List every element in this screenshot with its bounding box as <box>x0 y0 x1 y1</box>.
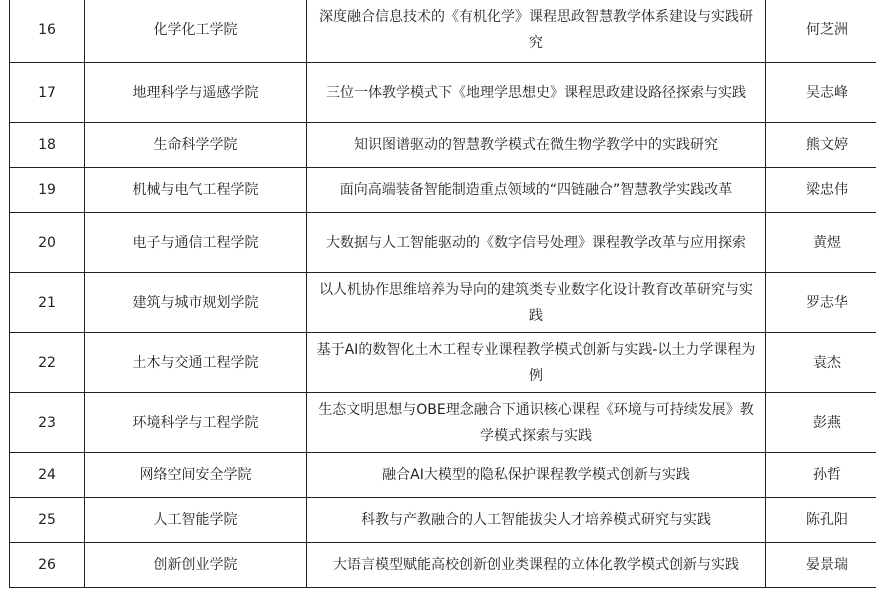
project-title-cell: 以人机协作思维培养为导向的建筑类专业数字化设计教育改革研究与实践 <box>307 273 766 333</box>
college-cell: 环境科学与工程学院 <box>85 393 307 453</box>
leader-cell: 熊文婷 <box>766 123 876 168</box>
row-number: 26 <box>10 543 85 588</box>
college-cell: 建筑与城市规划学院 <box>85 273 307 333</box>
college-cell: 化学化工学院 <box>85 0 307 63</box>
row-number: 25 <box>10 498 85 543</box>
project-title-cell: 大语言模型赋能高校创新创业类课程的立体化教学模式创新与实践 <box>307 543 766 588</box>
table-row <box>10 213 876 273</box>
row-number: 18 <box>10 123 85 168</box>
college-cell: 网络空间安全学院 <box>85 453 307 498</box>
college-cell: 机械与电气工程学院 <box>85 168 307 213</box>
row-number: 22 <box>10 333 85 393</box>
leader-cell: 何芝洲 <box>766 0 876 63</box>
project-title-cell: 科教与产教融合的人工智能拔尖人才培养模式研究与实践 <box>307 498 766 543</box>
project-table <box>9 0 876 588</box>
row-number: 17 <box>10 63 85 123</box>
leader-cell: 黄煜 <box>766 213 876 273</box>
table-row <box>10 273 876 333</box>
table-row <box>10 0 876 63</box>
leader-cell: 梁忠伟 <box>766 168 876 213</box>
leader-cell: 晏景瑞 <box>766 543 876 588</box>
row-number: 16 <box>10 0 85 63</box>
table-row <box>10 333 876 393</box>
table-row <box>10 63 876 123</box>
table-row <box>10 168 876 213</box>
leader-cell: 吴志峰 <box>766 63 876 123</box>
table-row <box>10 123 876 168</box>
project-title-cell: 生态文明思想与OBE理念融合下通识核心课程《环境与可持续发展》教学模式探索与实践 <box>307 393 766 453</box>
table-row <box>10 543 876 588</box>
project-title-cell: 深度融合信息技术的《有机化学》课程思政智慧教学体系建设与实践研究 <box>307 0 766 63</box>
row-number: 23 <box>10 393 85 453</box>
project-title-cell: 基于AI的数智化土木工程专业课程教学模式创新与实践-以土力学课程为例 <box>307 333 766 393</box>
leader-cell: 罗志华 <box>766 273 876 333</box>
table-row <box>10 453 876 498</box>
project-title-cell: 面向高端装备智能制造重点领域的“四链融合”智慧教学实践改革 <box>307 168 766 213</box>
row-number: 20 <box>10 213 85 273</box>
college-cell: 创新创业学院 <box>85 543 307 588</box>
college-cell: 人工智能学院 <box>85 498 307 543</box>
leader-cell: 彭燕 <box>766 393 876 453</box>
table-row <box>10 498 876 543</box>
project-title-cell: 知识图谱驱动的智慧教学模式在微生物学教学中的实践研究 <box>307 123 766 168</box>
college-cell: 电子与通信工程学院 <box>85 213 307 273</box>
row-number: 19 <box>10 168 85 213</box>
leader-cell: 陈孔阳 <box>766 498 876 543</box>
college-cell: 生命科学学院 <box>85 123 307 168</box>
table-row <box>10 393 876 453</box>
project-title-cell: 三位一体教学模式下《地理学思想史》课程思政建设路径探索与实践 <box>307 63 766 123</box>
row-number: 24 <box>10 453 85 498</box>
project-title-cell: 大数据与人工智能驱动的《数字信号处理》课程教学改革与应用探索 <box>307 213 766 273</box>
college-cell: 土木与交通工程学院 <box>85 333 307 393</box>
project-title-cell: 融合AI大模型的隐私保护课程教学模式创新与实践 <box>307 453 766 498</box>
row-number: 21 <box>10 273 85 333</box>
college-cell: 地理科学与遥感学院 <box>85 63 307 123</box>
leader-cell: 孙哲 <box>766 453 876 498</box>
leader-cell: 袁杰 <box>766 333 876 393</box>
